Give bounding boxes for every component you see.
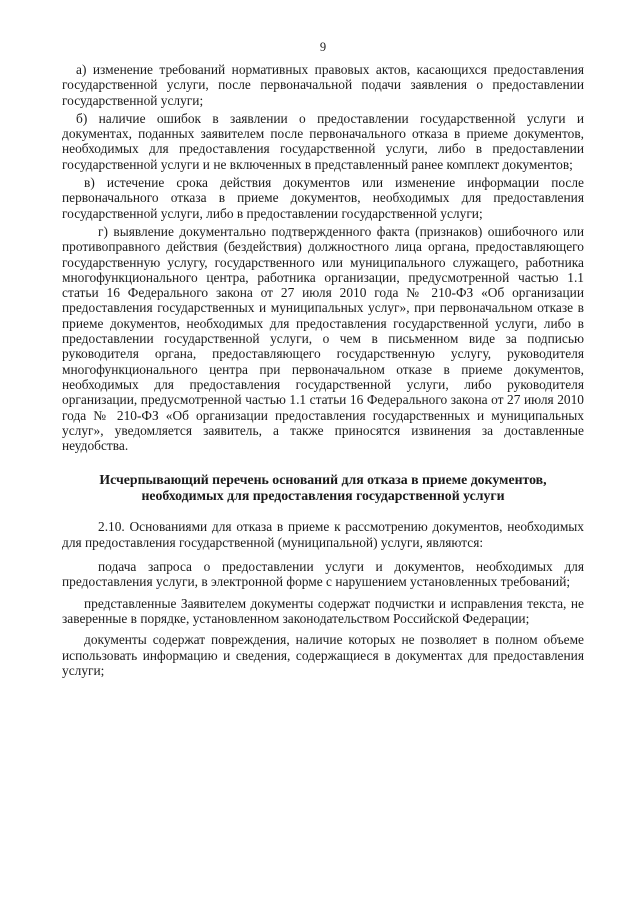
paragraph-ground-1: подача запроса о предоставлении услуги и документов, необходимых для предоставления услуги, в электронной форме с нарушением установленных требований; <box>62 559 584 590</box>
paragraph-item-g: г) выявление документально подтвержденного факта (признаков) ошибочного или противоправного действия (бездействия) должностного лица органа, предоставляющего государственную услугу, государственного или муниципального служащего, работника многофункционального центра, работника организации, предусмотренной частью 1.1 статьи 16 Федерального закона от 27 июля 2010 года № 210-ФЗ «Об организации предоставления государственных и муниципальных услуг», при первоначальном отказе в приеме документов, необходимых для предоставления государственной услуги, либо в предоставлении государственной услуги, о чем в письменном виде за подписью руководителя органа, предоставляющего государственную услугу, руководителя многофункционального центра при первоначальном отказе в приеме документов, необходимых для предоставления государственной услуги, либо руководителя организации, предусмотренной частью 1.1 статьи 16 Федерального закона от 27 июля 2010 года № 210-ФЗ «Об организации предоставления государственных и муниципальных услуг», уведомляется заявитель, а также приносятся извинения за доставленные неудобства. <box>62 223 584 454</box>
paragraph-item-b: б) наличие ошибок в заявлении о предоставлении государственной услуги и документах, поданных заявителем после первоначального отказа в приеме документов, необходимых для предоставления государственной услуги, либо в предоставлении государственной услуги и не включенных в представленный ранее комплект документов; <box>62 110 584 172</box>
paragraph-item-a: а) изменение требований нормативных правовых актов, касающихся предоставления государственной услуги, после первоначальной подачи заявления о предоставлении государственной услуги; <box>62 62 584 108</box>
paragraph-item-v: в) истечение срока действия документов или изменение информации после первоначального отказа в приеме документов, необходимых для предоставления государственной услуги, либо в предоставлении государственной услуги; <box>62 175 584 221</box>
paragraph-ground-2: представленные Заявителем документы содержат подчистки и исправления текста, не заверенные в порядке, установленном законодательством Российской Федерации; <box>62 595 584 626</box>
section-heading: Исчерпывающий перечень оснований для отказа в приеме документов, необходимых для предоставления государственной услуги <box>99 472 547 504</box>
paragraph-2-10: 2.10. Основаниями для отказа в приеме к рассмотрению документов, необходимых для предоставления государственной (муниципальной) услуги, являются: <box>62 519 584 550</box>
paragraph-ground-3: документы содержат повреждения, наличие которых не позволяет в полном объеме использовать информацию и сведения, содержащиеся в документах для предоставления услуги; <box>62 632 584 678</box>
page-number: 9 <box>319 40 327 54</box>
